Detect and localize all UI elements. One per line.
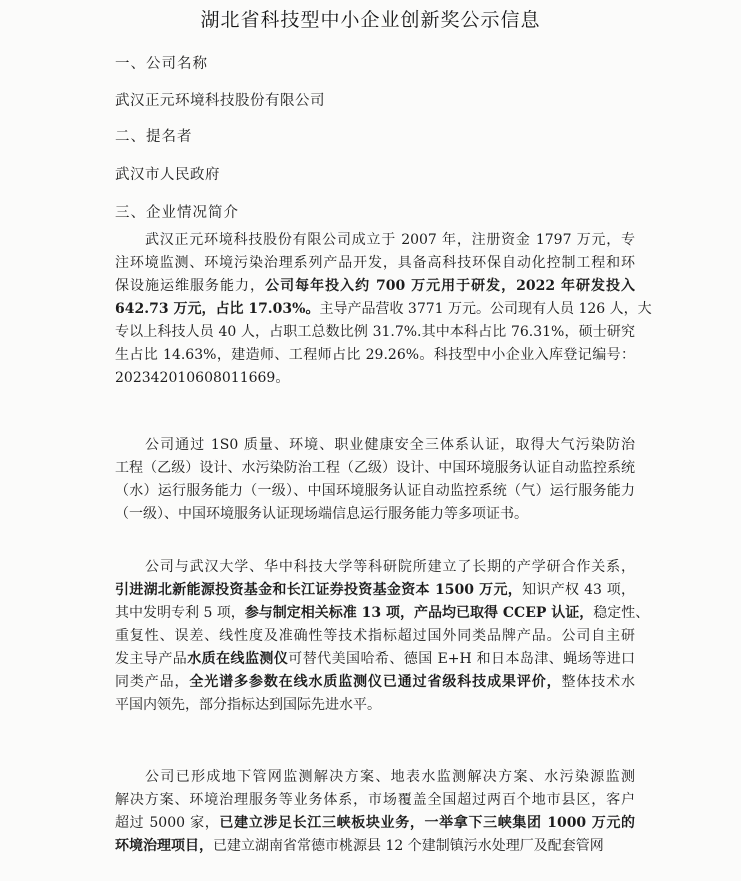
text-run: 注环境监测、环境污染治理系列产品开发，具备高科技环保自动化控制工程和环 [115, 255, 635, 271]
text-run: 20234201060801166​9。 [115, 370, 290, 386]
paragraph-line [115, 579, 635, 602]
text-run: 重复性、误差、线性度及准确性等技术指标超过国外同类品牌产品。公司自主研 [115, 628, 635, 644]
page-title: 湖北省科技型中小企业创新奖公示信息 [200, 9, 541, 31]
paragraph-line [115, 321, 635, 344]
paragraph-line [115, 344, 635, 367]
bold-text-run: 全光谱多参数在线水质监测仪已通过省级科技成果评价， [189, 674, 562, 690]
text-run: 解决方案、环境治理服务等业务体系，市场覆盖全国超过两百个地市县区，客户 [115, 792, 635, 808]
text-run: （一级）、中国环境服务认证现场端信息运行服务能力等多项证书。 [115, 506, 528, 522]
text-run: 工程（乙级）设计、水污染防治工程（乙级）设计、中国环境服务认证自动监控系统 [115, 460, 635, 476]
paragraph-line [115, 457, 635, 480]
paragraph-line [115, 694, 635, 717]
text-run: 公司与武汉大学、华中科技大学等科研院所建立了长期的产学研合作关系， [145, 559, 635, 575]
paragraph-line [115, 812, 635, 835]
bold-text-run: 引进湖北新能源投资基金和长江证券投资基金资本 1500 万元， [115, 582, 523, 598]
company-name: 武汉正元环境科技股份有限公司 [115, 93, 325, 109]
paragraph-line [115, 434, 635, 457]
text-run: 主导产品营收 3771 万元。公司现有人员 126 人，大 [319, 301, 652, 317]
paragraph-line [115, 298, 652, 321]
text-run: 其中发明专利 5 项， [115, 605, 245, 621]
bold-text-run: 642.73 万元，占比 17.03%。 [115, 301, 320, 317]
text-run: 整体技术水 [561, 674, 636, 690]
bold-text-run: 已建立涉足长江三峡板块业务，一举拿下三峡集团 1000 万元的 [219, 815, 635, 831]
text-run: 同类产品， [115, 674, 190, 690]
bold-text-run: 参与制定相关标准 13 项，产品均已取得 CCEP 认证， [244, 605, 594, 621]
paragraph-line [115, 602, 650, 625]
bold-text-run: 公司每年投入约 700 万元用于研发，2022 年研发投入 [265, 278, 635, 294]
paragraph-line [115, 835, 635, 858]
paragraph-line [115, 367, 635, 390]
bold-text-run: 环境治理项目， [115, 838, 213, 854]
text-run: 知识产权 43 项， [522, 582, 635, 598]
text-run: 平国内领先，部分指标达到国际先进水平。 [115, 697, 381, 713]
paragraph-line [115, 648, 635, 671]
nominator-name: 武汉市人民政府 [115, 167, 220, 183]
bold-text-run: 水质在线监测仪 [187, 651, 289, 667]
text-run: 已建立湖南省常德市桃源县 12 个建制镇污水处理厂及配套管网 [213, 838, 604, 854]
text-run: 超过 5000 家， [115, 815, 220, 831]
paragraph-line [115, 480, 635, 503]
section-heading-nominator: 二、提名者 [115, 129, 193, 145]
text-run: 生占比 14.63%，建造师、工程师占比 29.26%。科技型中小企业入库登记编号： [115, 347, 635, 363]
text-run: 公司通过 1S0 质量、环境、职业健康安全三体系认证，取得大气污染防治 [145, 437, 635, 453]
section-heading-company-name: 一、公司名称 [115, 56, 208, 72]
text-run: 保设施运维服务能力， [115, 278, 266, 294]
paragraph-line [115, 503, 635, 526]
text-run: 武汉正元环境科技股份有限公司成立于 2007 年，注册资金 1797 万元，专 [145, 232, 635, 248]
profile-paragraph-1 [115, 229, 652, 390]
profile-paragraph-4 [115, 766, 635, 858]
paragraph-line [115, 556, 635, 579]
section-heading-profile: 三、企业情况简介 [115, 205, 239, 221]
paragraph-line [115, 766, 635, 789]
text-run: （水）运行服务能力（一级）、中国环境服务认证自动监控系统（气）运行服务能力 [115, 483, 635, 499]
paragraph-line [115, 275, 635, 298]
text-run: 稳定性、 [593, 605, 650, 621]
text-run: 公司已形成地下管网监测解决方案、地表水监测解决方案、水污染源监测 [145, 769, 635, 785]
profile-paragraph-3 [115, 556, 650, 717]
paragraph-line [115, 625, 635, 648]
profile-paragraph-2 [115, 434, 635, 526]
text-run: 可替代美国哈希、德国 E+H 和日本岛津、蝇场等进口 [288, 651, 636, 667]
paragraph-line [115, 789, 635, 812]
paragraph-line [115, 252, 635, 275]
text-run: 专以上科技人员 40 人，占职工总数比例 31.7%.其中本科占比 76.31%，硕士研究 [115, 324, 635, 340]
text-run: 发主导产品 [115, 651, 188, 667]
paragraph-line [115, 229, 635, 252]
paragraph-line [115, 671, 635, 694]
